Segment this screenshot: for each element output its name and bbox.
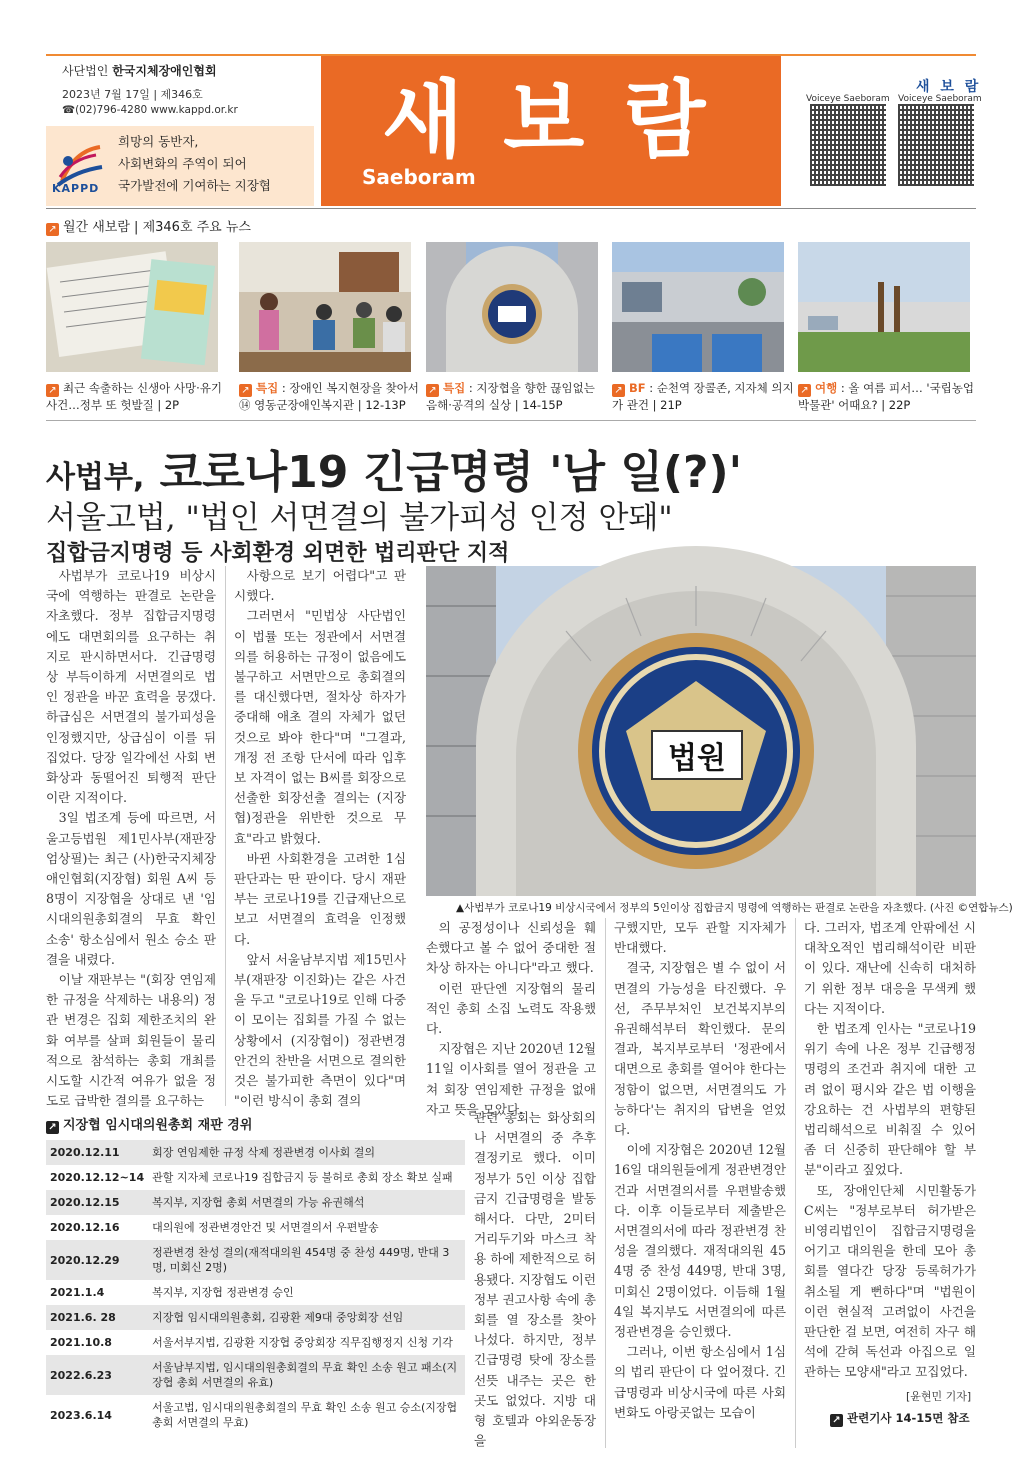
timeline-date: 2021.1.4 <box>46 1280 148 1305</box>
article-paragraph: 결국, 지장협은 별 수 없이 서면결의 가능성을 타진했다. 우선, 주무부처인 보건복지부의 유권해석부터 확인했다. 문의 결과, 복지부로부터 '정관에서 대면으로 총회를 열어야 한다는 정함이 없으면, 서면결의도 가능하다'는 취지의 답변을 얻었다. <box>614 960 786 1138</box>
article-paragraph: 한 법조계 인사는 "코로나19 위기 속에 나온 정부 긴급행정명령의 조건과 취지에 대한 고려 없이 평시와 같은 법 이행을 강요하는 건 사법부의 편향된 법리해석으로 비춰질 수 있어 좀 더 신중히 판단해야 할 부분"이라고 짚었다. <box>804 1021 976 1178</box>
article-paragraph: 앞서 서울남부지법 제15민사부(재판장 이진화)는 같은 사건을 두고 "코로나19로 인해 다중이 모이는 집회를 가질 수 없는 상황에서 (지장협이) 정관변경안건의 찬반을 서면으로 결의한 것은 불가피한 측면이 있다"며 "이런 방식이 총회 결의 <box>234 951 406 1109</box>
article-paragraph: 이런 판단엔 지장협의 물리적인 총회 소집 노력도 작용했다. <box>426 980 596 1037</box>
article-column-1 <box>46 566 216 1109</box>
news-caption[interactable]: ↗ BF : 순천역 장콜존, 지자체 의지가 관건 | 21P <box>612 381 794 412</box>
timeline-date: 2022.6.23 <box>46 1355 148 1395</box>
article-paragraph: 지장협은 지난 2020년 12월 11일 이사회를 열어 정관을 고쳐 회장 연임제한 규정을 없애자고 뜻을 모았다. <box>426 1041 597 1117</box>
timeline-date: 2020.12.16 <box>46 1215 148 1240</box>
timeline-event: 복지부, 지장협 정관변경 승인 <box>148 1280 465 1305</box>
article-column-3a <box>426 918 597 1117</box>
timeline-event: 관할 지자체 코로나19 집합금지 등 불허로 총회 장소 확보 실패 <box>148 1165 465 1190</box>
timeline-event: 지장협 임시대의원총회, 김광환 제9대 중앙회장 선임 <box>148 1305 465 1330</box>
article-paragraph: 구했지만, 모두 관할 지자체가 반대했다. <box>614 920 786 956</box>
section-arrow-icon: ↗ <box>239 384 252 397</box>
timeline-date: 2021.6. 28 <box>46 1305 148 1330</box>
qr-caption: Voiceye Saeboram <box>806 94 890 104</box>
timeline-date: 2021.10.8 <box>46 1330 148 1355</box>
arrow-icon: ↗ <box>46 1121 59 1134</box>
timeline-event: 서울남부지법, 임시대의원총회결의 무효 확인 소송 원고 패소(지장협 총회 서면결의 유효) <box>148 1355 465 1395</box>
section-arrow-icon: ↗ <box>426 384 439 397</box>
section-arrow-icon: ↗ <box>798 384 811 397</box>
court-sign: 법원 <box>668 741 726 776</box>
column-rule <box>795 918 796 1448</box>
timeline-row <box>46 1395 465 1435</box>
thumb-court-building[interactable] <box>426 242 598 372</box>
divider <box>46 420 976 421</box>
logo-text: KAPPD <box>52 182 100 195</box>
thumb-agriculture-museum[interactable] <box>798 242 970 372</box>
timeline-event: 회장 연임제한 규정 삭제 정관변경 이사회 결의 <box>148 1140 465 1165</box>
news-strip-label: ↗ 월간 새보람 | 제346호 주요 뉴스 <box>46 216 251 236</box>
arrow-icon: ↗ <box>830 1414 843 1427</box>
article-paragraph: 또, 장애인단체 시민활동가 C씨는 "정부로부터 허가받은 비영리법인이 집합금지명령을 어기고 대의원을 한데 모아 총회를 열다간 당장 등록허가가 취소될 게 뻔하다"며 "법원이 이런 현실적 고려없이 사건을 판단한 걸 보면, 여전히 자구 해석에 갇혀 독선과 아집으로 일관하는 모양새"라고 꼬집었다. <box>804 1182 976 1380</box>
qr-caption: Voiceye Saeboram <box>898 94 982 104</box>
timeline-event: 서울고법, 임시대의원총회결의 무효 확인 소송 원고 승소(지장협 총회 서면결의 무효) <box>148 1395 465 1435</box>
column-rule <box>225 566 226 1106</box>
related-article-link[interactable]: ↗ 관련기사 14-15면 참조 <box>830 1410 970 1427</box>
column-rule <box>605 918 606 1448</box>
timeline-event: 대의원에 정관변경안건 및 서면결의서 우편발송 <box>148 1215 465 1240</box>
byline: [윤현민 기자] <box>906 1390 972 1403</box>
thumb-welfare-center[interactable] <box>239 242 411 372</box>
timeline-row <box>46 1165 465 1190</box>
article-paragraph: 관련 총회는 화상회의나 서면결의 중 추후 결정키로 했다. 이미 정부가 5인 이상 집합금지 긴급명령을 발동해서다. 다만, 2미터 거리두기와 마스크 착용 하에 제한적으로 허용됐다. 지장협도 이런 정부 권고사항 속에 총회를 열 장소를 찾아 나섰다. 하지만, 정부 긴급명령 탓에 장소를 선뜻 내주는 곳은 한 곳도 없었다. 지방 대형 호텔과 야외운동장을 <box>474 1110 596 1449</box>
timeline-date: 2023.6.14 <box>46 1395 148 1435</box>
subheadline: 서울고법, "법인 서면결의 불가피성 인정 안돼" <box>46 500 673 536</box>
photo-caption: ▲사법부가 코로나19 비상시국에서 정부의 5인이상 집합금지 명령에 역행하는 판결로 논란을 자초했다. (사진 ©연합뉴스) <box>456 902 1013 914</box>
timeline-date: 2020.12.29 <box>46 1240 148 1280</box>
timeline-row <box>46 1355 465 1395</box>
timeline-date: 2020.12.15 <box>46 1190 148 1215</box>
article-column-3b <box>474 1108 596 1450</box>
article-paragraph: 의 공정성이나 신뢰성을 훼손했다고 볼 수 없어 중대한 절차상 하자는 아니다"라고 했다. <box>426 920 596 976</box>
slogan-line: 국가발전에 기여하는 지장협 <box>118 178 271 193</box>
article-paragraph: 다. 그러자, 법조계 안팎에선 시대착오적인 법리해석이란 비판이 있다. 재난에 신속히 대처하기 위한 정부 대응을 무색케 했다는 지적이다. <box>804 920 976 1016</box>
qr-label: 새 보 람 <box>916 79 982 95</box>
timeline-date: 2020.12.11 <box>46 1140 148 1165</box>
thumb-newborn-document[interactable] <box>46 242 218 372</box>
masthead-subtitle: Saeboram <box>362 165 476 189</box>
org-name: 사단법인 한국지체장애인협회 <box>62 64 217 78</box>
timeline-row <box>46 1305 465 1330</box>
article-paragraph: 이날 재판부는 "(회장 연임제한 규정을 삭제하는 내용의) 정관 변경은 집회 제한조치의 완화 여부를 살펴 회원들이 물리적으로 참석하는 총회 개최를 시도할 시간적 여유가 없을 정도로 급박한 결의를 요구하는 <box>46 972 216 1109</box>
subheadline-2: 집합금지명령 등 사회환경 외면한 법리판단 지적 <box>46 541 510 566</box>
article-paragraph: 사법부가 코로나19 비상시국에 역행하는 판결로 논란을 자초했다. 정부 집합금지명령에도 대면회의를 요구하는 취지로 판시하면서다. 긴급명령상 부득이하게 서면결의로 법인 정관을 바꾼 효력을 뭉갰다. 하급심은 서면결의 불가피성을 인정했지만, 상급심이 이를 뒤집었다. 당장 일각에선 사회 변화상과 동떨어진 퇴행적 판단이란 지적이다. <box>46 568 216 806</box>
timeline-row <box>46 1190 465 1215</box>
timeline-date: 2020.12.12~14 <box>46 1165 148 1190</box>
article-paragraph: 바뀐 사회환경을 고려한 1심 판단과는 딴 판이다. 당시 재판부는 코로나19를 긴급재난으로 보고 서면결의 효력을 인정했다. <box>234 850 406 947</box>
headline: 사법부, 코로나19 긴급명령 '남 일(?)' <box>46 447 743 498</box>
timeline-table <box>46 1140 465 1435</box>
contact-info: ☎(02)796-4280 www.kappd.or.kr <box>62 104 238 116</box>
article-column-5 <box>804 918 976 1388</box>
slogan-line: 희망의 동반자, <box>118 134 199 149</box>
timeline-row <box>46 1215 465 1240</box>
article-paragraph: 그러면서 "민법상 사단법인이 법률 또는 정관에서 서면결의를 허용하는 규정이 없음에도 불구하고 서면만으로 총회결의를 대신했다면, 절차상 하자가 중대해 애초 결의 자체가 없던 것으로 봐야 한다"며 "그결과, 개정 전 조항 단서에 따라 입후보 자격이 없는 B씨를 회장으로 선출한 회장선출 결의는 (지장협)정관을 위반한 것으로 무효"라고 밝혔다. <box>234 608 406 846</box>
timeline-row <box>46 1140 465 1165</box>
article-paragraph: 사항으로 보기 어렵다"고 판시했다. <box>234 568 406 604</box>
section-arrow-icon: ↗ <box>612 384 625 397</box>
timeline-row <box>46 1280 465 1305</box>
timeline-event: 정관변경 찬성 결의(재적대의원 454명 중 찬성 449명, 반대 3명, 미회신 2명) <box>148 1240 465 1280</box>
article-paragraph: 이에 지장협은 2020년 12월 16일 대의원들에게 정관변경안건과 서면결의서를 우편발송했다. 이후 이들로부터 제출받은 서면결의서에 따라 정관변경 찬성을 결의했다. 재적대의원 454명 중 찬성 449명, 반대 3명, 미회신 2명이었다. 이듬해 1월 4일 복지부도 서면결의에 따른 정관변경을 승인했다. <box>614 1142 786 1340</box>
article-paragraph: 그러나, 이번 항소심에서 1심의 법리 판단이 다 엎어졌다. 긴급명령과 비상시국에 따른 사회변화도 아랑곳없는 모습이 <box>614 1344 786 1420</box>
article-column-4 <box>614 918 786 1450</box>
header-bottom-rule <box>46 208 976 209</box>
issue-date: 2023년 7월 17일 | 제346호 <box>62 88 203 101</box>
timeline-row <box>46 1240 465 1280</box>
timeline-event: 서울서부지법, 김광환 지장협 중앙회장 직무집행정지 신청 기각 <box>148 1330 465 1355</box>
masthead-title: 새보람 <box>382 71 746 169</box>
news-caption[interactable]: ↗ 최근 속출하는 신생아 사망·유기 사건…정부 또 헛발질 | 2P <box>46 381 223 412</box>
voiceye-code[interactable] <box>810 104 886 186</box>
section-arrow-icon: ↗ <box>46 384 59 397</box>
thumb-suncheon-station[interactable] <box>612 242 784 372</box>
section-arrow-icon: ↗ <box>46 223 59 236</box>
timeline-event: 복지부, 지장협 총회 서면결의 가능 유권해석 <box>148 1190 465 1215</box>
slogan-line: 사회변화의 주역이 되어 <box>118 156 247 171</box>
court-photo <box>426 566 976 896</box>
voiceye-code[interactable] <box>898 104 974 186</box>
news-caption[interactable]: ↗ 특집 : 지장협을 향한 끊임없는 음해·공격의 실상 | 14-15P <box>426 381 595 412</box>
article-paragraph: 3일 법조계 등에 따르면, 서울고등법원 제1민사부(재판장 엄상필)는 최근 (사)한국지체장애인협회(지장협) 회원 A씨 등 8명이 지장협을 상대로 낸 '임시대의원총회결의 무효 확인 소송' 항소심에서 원소 승소 판결을 내렸다. <box>46 810 216 967</box>
news-caption[interactable]: ↗ 특집 : 장애인 복지현장을 찾아서 ⑭ 영동군장애인복지관 | 12-13P <box>239 381 419 412</box>
article-column-2 <box>234 566 406 1109</box>
news-caption[interactable]: ↗ 여행 : 올 여름 피서… '국립농업박물관' 어때요? | 22P <box>798 381 975 412</box>
timeline-row <box>46 1330 465 1355</box>
timeline-title: ↗ 지장협 임시대의원총회 재판 경위 <box>46 1114 252 1134</box>
